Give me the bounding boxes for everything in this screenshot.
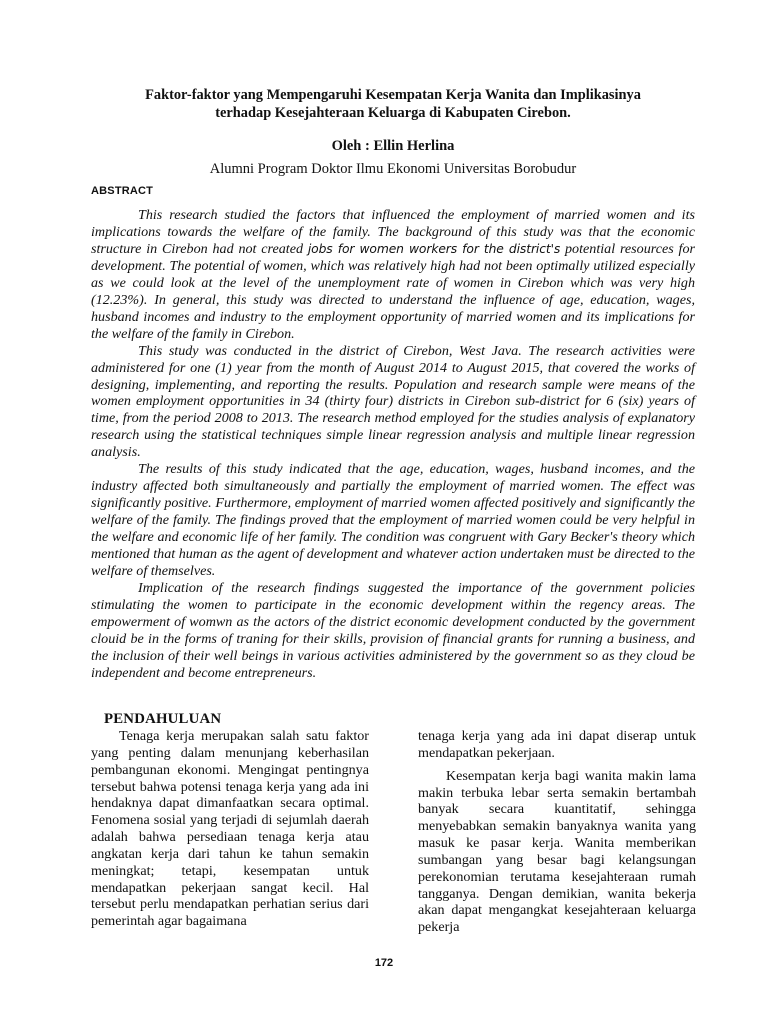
body-column-right (418, 728, 696, 936)
abstract-body (91, 207, 695, 682)
page-number: 172 (374, 957, 394, 969)
title-line-1: Faktor-faktor yang Mempengaruhi Kesempatan Kerja Wanita dan Implikasinya (145, 87, 641, 103)
abstract-paragraph-1: This research studied the factors that influenced the employment of married women and its implications towards the welfare of the family. The background of this study was that the economic structure in Cirebon had not created jobs for women workers for the district's potential resources for development. The potential of women, which was relatively high had not been optimally utilized especially as we could look at the level of the unemployment rate of women in Cirebon which was very high (12.23%). In general, this study was directed to understand the influence of age, education, wages, husband incomes and industry to the employment opportunity of married women and its implications for the welfare of the family in Cirebon. (91, 207, 695, 342)
abstract-paragraph-3: The results of this study indicated that the age, education, wages, husband incomes, and the industry affected both simultaneously and partially the employment of married women. The effect was significantly positive. Furthermore, employment of married women affected positively and significantly the welfare of the family. The findings proved that the employment of married women could be very helpful in the welfare and economic life of her family. The condition was congruent with Gary Becker's theory which mentioned that human as the agent of development and whatever action undertaken must be directed to the welfare of themselves. (91, 461, 695, 580)
intro-paragraph-2: Kesempatan kerja bagi wanita makin lama makin terbuka lebar serta semakin bertambah banyak secara kuantitatif, sehingga menyebabkan semakin banyaknya wanita yang masuk ke pasar kerja. Wanita memberikan sumbangan yang besar bagi kelangsungan perekonomian terutama kesejahteraan rumah tangganya. Dengan demikian, wanita bekerja akan dapat mengangkat kesejahteraan keluarga pekerja (418, 767, 696, 936)
author-affiliation: Alumni Program Doktor Ilmu Ekonomi Universitas Borobudur (209, 161, 577, 177)
abstract-heading: ABSTRACT (91, 185, 154, 197)
author-line: Oleh : Ellin Herlina (331, 138, 455, 154)
body-column-left (91, 728, 369, 930)
section-heading: PENDAHULUAN (104, 711, 222, 727)
intro-paragraph-1: Tenaga kerja merupakan salah satu faktor yang penting dalam menunjang keberhasilan pembangunan ekonomi. Mengingat pentingnya tersebut bahwa potensi tenaga kerja yang ada ini hendaknya dapat dimanfaatkan secara optimal. Fenomena sosial yang terjadi di sejumlah daerah adalah bahwa persediaan tenaga kerja atau angkatan kerja dari tahun ke tahun semakin meningkat; tetapi, kesempatan untuk mendapatkan pekerjaan sangat kecil. Hal tersebut perlu mendapatkan perhatian serius dari pemerintah agar bagaimana (91, 728, 369, 930)
abstract-paragraph-4: Implication of the research findings suggested the importance of the government policies stimulating the women to participate in the economic development within the regency areas. The empowerment of womwn as the actors of the district economic development conducted by the government clouid be in the forms of traning for their skills, provision of financial grants for running a business, and the inclusion of their well beings in various activities administered by the government so as they cloud be independent and become entrepreneurs. (91, 579, 695, 681)
abstract-paragraph-2: This study was conducted in the district of Cirebon, West Java. The research activities were administered for one (1) year from the month of August 2014 to August 2015, that covered the works of designing, implementing, and reporting the results. Population and research sample were means of the women employment opportunities in 34 (thirty four) districts in Cirebon sub-district for 6 (six) years of time, from the period 2008 to 2013. The research method employed for the studies analysis of explanatory research using the statistical techniques simple linear regression analysis and multiple linear regression analysis. (91, 342, 695, 461)
title-line-2: terhadap Kesejahteraan Keluarga di Kabupaten Cirebon. (215, 105, 571, 121)
intro-paragraph-1-continued: tenaga kerja yang ada ini dapat diserap untuk mendapatkan pekerjaan. (418, 728, 696, 761)
paper-title (90, 86, 696, 122)
